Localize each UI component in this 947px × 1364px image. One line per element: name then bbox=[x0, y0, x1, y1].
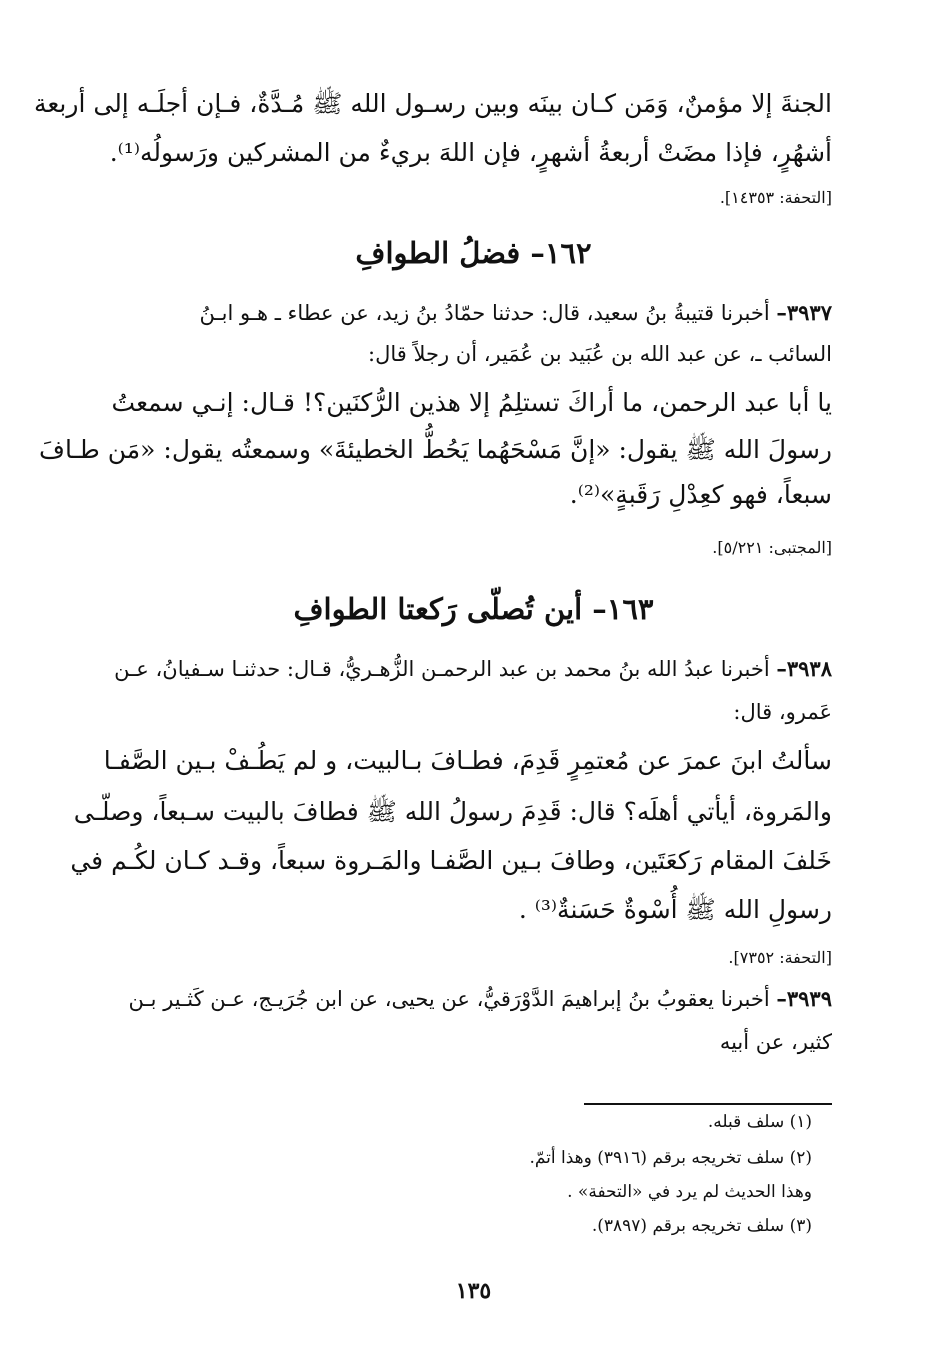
continuation-line-2: أشهُرٍ، فإذا مضَتْ أربعةُ أشهرٍ، فإن اللهَ بريءٌ من المشركين ورَسولُه⁽¹⁾. bbox=[109, 138, 832, 167]
hadith-3937-isnad-line-1 bbox=[115, 300, 832, 325]
page-number: ١٣٥ bbox=[455, 1278, 492, 1304]
hadith-3939-isnad-line-1 bbox=[115, 986, 832, 1011]
hadith-3938-matn-line-1: سألتُ ابنَ عمرَ عن مُعتمِرٍ قَدِمَ، فطـافَ بـالبيت، و لم يَطُـفْ بـين الصَّفـا bbox=[103, 746, 832, 775]
citation-tuhfa-14353: [التحفة: ١٤٣٥٣]. bbox=[719, 188, 832, 207]
chapter-heading-162 bbox=[0, 236, 947, 270]
hadith-3937-matn-line-1: يا أبا عبد الرحمن، ما أراكَ تستلِمُ إلا هذين الرُّكنَين؟! قـال: إنـي سمعتُ bbox=[111, 388, 832, 417]
hadith-number: ٣٩٣٨– bbox=[776, 656, 832, 681]
hadith-3938-isnad-line-2: عَمرو، قال: bbox=[733, 700, 832, 724]
hadith-3938-isnad-line-1 bbox=[115, 656, 832, 681]
isnad-text: أخبرنا قتيبةُ بنُ سعيد، قال: حدثنا حمّادُ بنُ زيد، عن عطاء ـ هـو ابـنُ bbox=[199, 301, 770, 325]
footnote-1: (١) سلف قبله. bbox=[707, 1112, 812, 1132]
hadith-3939-isnad-line-2: كثير، عن أبيه bbox=[719, 1030, 832, 1054]
hadith-3937-isnad-line-2: السائب ـ، عن عبد الله بن عُبَيد بن عُمَير، أن رجلاً قال: bbox=[368, 342, 832, 366]
chapter-number: ١٦٣– bbox=[592, 592, 654, 626]
hadith-3938-matn-line-3: خَلفَ المقام رَكعَتَين، وطافَ بـين الصَّفـا والمَـروة سبعاً، وقـد كـان لكُـم في bbox=[70, 846, 832, 875]
isnad-text: أخبرنا عبدُ الله بنُ محمد بن عبد الرحمـن الزُّهـريُّ، قـال: حدثنـا سـفيانُ، عـن bbox=[114, 657, 770, 681]
hadith-number: ٣٩٣٩– bbox=[776, 986, 832, 1011]
hadith-3938-matn-line-2: والمَروة، أيأتي أهلَه؟ قال: قَدِمَ رسولُ الله ﷺ فطافَ بالبيت سـبعاً، وصلّـى bbox=[73, 797, 832, 826]
footnote-2: (٢) سلف تخريجه برقم (٣٩١٦) وهذا أتمّ. bbox=[529, 1148, 812, 1168]
chapter-title: أين تُصلّى رَكعتا الطوافِ bbox=[293, 592, 583, 626]
citation-tuhfa-7352: [التحفة: ٧٣٥٢]. bbox=[728, 948, 832, 967]
hadith-3938-matn-line-4: رسولِ الله ﷺ أُسْوةٌ حَسَنةٌ⁽³⁾ . bbox=[518, 895, 832, 924]
footnote-3: (٣) سلف تخريجه برقم (٣٨٩٧). bbox=[591, 1216, 812, 1236]
chapter-heading-163 bbox=[0, 592, 947, 626]
footnote-separator bbox=[584, 1103, 832, 1105]
chapter-number: ١٦٢– bbox=[530, 236, 592, 270]
hadith-3937-matn-line-2: رسولَ الله ﷺ يقول: «إنَّ مَسْحَهُما يَحُطُّ الخطيئةَ» وسمعتُه يقول: «مَن طـافَ bbox=[39, 435, 832, 464]
hadith-number: ٣٩٣٧– bbox=[776, 300, 832, 325]
hadith-3937-matn-line-3: سبعاً، فهو كعِدْلِ رَقَبةٍ»⁽²⁾. bbox=[569, 480, 832, 509]
citation-mujtaba: [المجتبى: ٥/٢٢١]. bbox=[712, 538, 832, 557]
chapter-title: فضلُ الطوافِ bbox=[355, 236, 521, 270]
continuation-line-1: الجنةَ إلا مؤمنٌ، وَمَن كـان بينَه وبين رسـول الله ﷺ مُـدَّةٌ، فـإن أجلَـه إلى أربعة bbox=[33, 89, 832, 118]
isnad-text: أخبرنا يعقوبُ بنُ إبراهيمَ الدَّوْرَقيُّ، عن يحيى، عن ابن جُرَيـج، عـن كَثـير بـن bbox=[128, 987, 770, 1011]
footnote-2-continued: وهذا الحديث لم يرد في «التحفة» . bbox=[567, 1182, 812, 1202]
